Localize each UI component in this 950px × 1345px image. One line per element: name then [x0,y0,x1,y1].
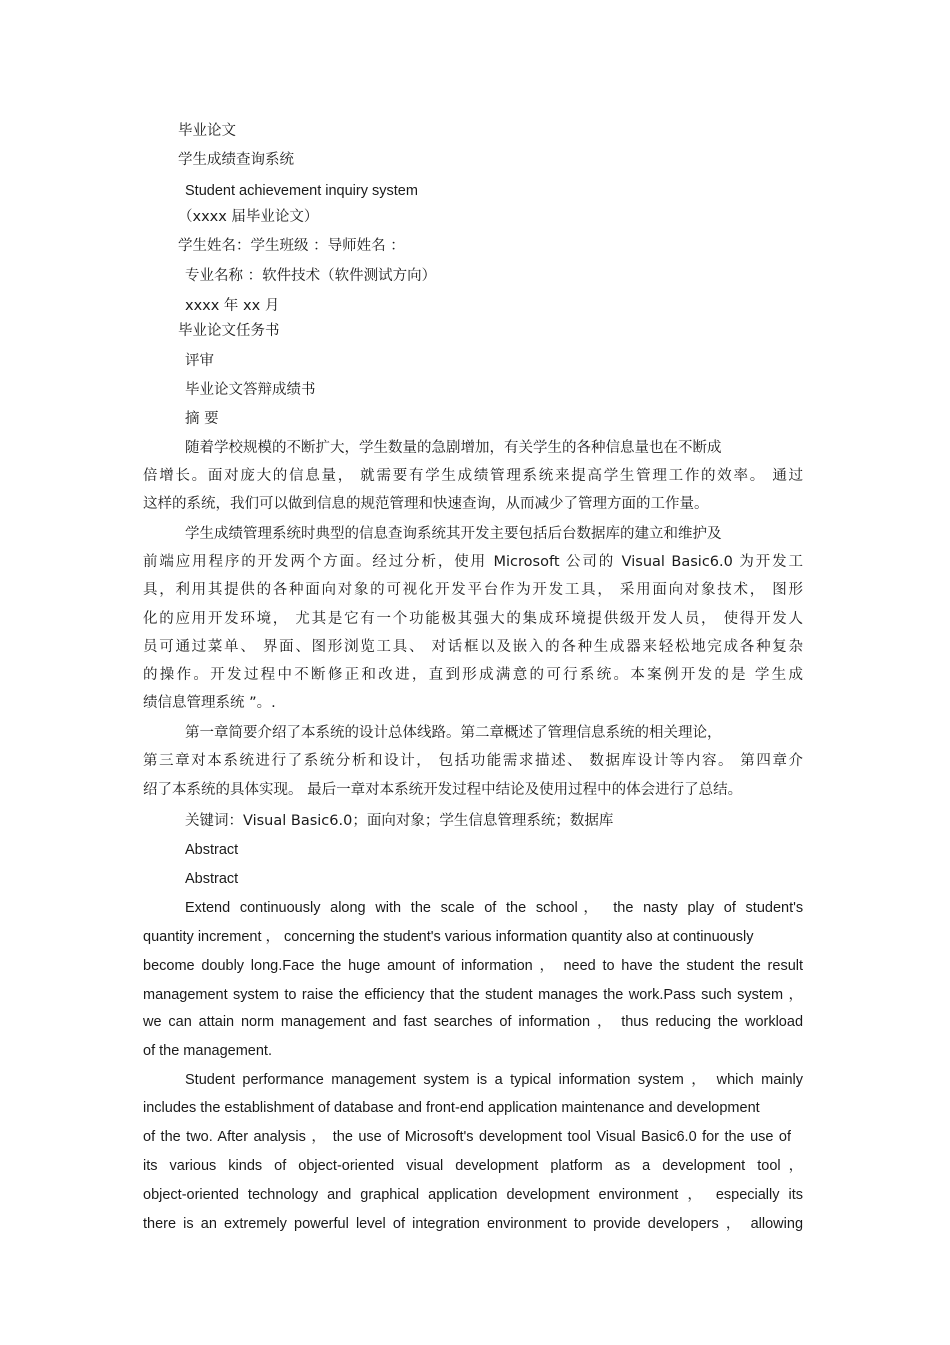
abstract-cn-p3-line3: 绍了本系统的具体实现。 最后一章对本系统开发过程中结论及使用过程中的体会进行了总结。 [143,782,743,798]
word: the [505,900,527,916]
abstract-en-p1-line6: of the management. [143,1043,272,1059]
text-segment: 包括功能需求描述、 [438,753,584,769]
text-segment: 使得开发人 [723,611,803,627]
abstract-en-p2-line4 [143,1156,803,1176]
abstract-cn-p2-line6 [143,665,803,685]
abstract-en-p2-line5 [143,1185,803,1205]
abstract-cn-p3-line1: 第一章简要介绍了本系统的设计总体线路。第二章概述了管理信息系统的相关理论， [185,725,722,741]
title-thesis: 毕业论文 [178,123,236,139]
text-segment: 图形 [772,582,803,598]
text-segment: ， [687,1187,707,1203]
text-segment: we can attain norm management and fast searches of information [143,1014,591,1030]
text-segment: ， [691,1072,710,1088]
defense-score-heading: 毕业论文答辩成绩书 [185,382,316,398]
text-segment: 具，利用其提供的各种面向对象的可视化开发平台作为开发工具， [143,582,614,598]
word: object-oriented [298,1158,395,1174]
abstract-en-p1-line3 [143,956,803,976]
word: the [613,900,634,916]
abstract-cn-p3-line2 [143,751,803,771]
student-info: 学生姓名：学生班级 ：导师姓名 ： [178,238,405,254]
text-segment: 通过 [772,468,803,484]
text-segment: 化的应用开发环境， [143,611,290,627]
abstract-cn-p1-line2 [143,466,803,486]
word: of [723,900,736,916]
word: various [169,1158,217,1174]
abstract-en-p2-line1 [185,1070,803,1090]
text-segment: Visual Basic6.0 为开发工 [621,554,803,570]
word: its [143,1158,158,1174]
text-segment: object-oriented technology and graphical application development environment [143,1187,679,1203]
word: kinds [228,1158,263,1174]
abstract-cn-p1-line3: 这样的系统，我们可以做到信息的规范管理和快速查询，从而减少了管理方面的工作量。 [143,496,709,512]
text-segment: ， [539,958,557,974]
word: along [330,900,366,916]
system-title-cn: 学生成绩查询系统 [178,152,294,168]
abstract-cn-p2-line1: 学生成绩管理系统时典型的信息查询系统其开发主要包括后台数据库的建立和维护及 [185,526,722,542]
text-segment: 采用面向对象技术， [619,582,766,598]
text-segment: 前端应用程序的开发两个方面。经过分析，使用 [143,554,488,570]
abstract-en-heading-2: Abstract [185,871,239,887]
text-segment: allowing [750,1216,803,1232]
word: student's [745,900,803,916]
abstract-en-p1-line1 [185,898,803,918]
abstract-cn-heading: 摘 要 [185,411,219,427]
thesis-year-note: （xxxx 届毕业论文） [178,209,319,225]
abstract-cn-p1-line1: 随着学校规模的不断扩大，学生数量的急剧增加，有关学生的各种信息量也在不断成 [185,440,722,456]
word: platform [550,1158,603,1174]
text-segment: become doubly long.Face the huge amount of information [143,958,533,974]
abstract-cn-p2-line2 [143,552,803,572]
abstract-en-p1-line5 [143,1012,803,1032]
word: development [455,1158,539,1174]
word: as [614,1158,631,1174]
text-segment: 学生成 [754,667,803,683]
word: play [687,900,715,916]
text-segment: especially its [715,1187,803,1203]
text-segment: management system to raise the efficiency that the student manages the work.Pass such system [143,987,784,1003]
text-segment: 界面、图形浏览工具、 [262,639,426,655]
major-name: 专业名称 ：软件技术（软件测试方向） [185,268,437,284]
text-segment: 的操作。开发过程中不断修正和改进，直到形成满意的可行系统。本案例开发的是 [143,667,748,683]
word: visual [406,1158,444,1174]
word: school， [535,900,604,916]
keywords: 关键词：Visual Basic6.0；面向对象；学生信息管理系统；数据库 [185,813,614,829]
text-segment: ， [596,1014,615,1030]
abstract-en-p2-line6 [143,1214,803,1234]
text-segment: 第三章对本系统进行了系统分析和设计， [143,753,433,769]
text-segment: 员可通过菜单、 [143,639,257,655]
text-segment: 倍增长。面对庞大的信息量， [143,468,354,484]
text-segment: Student performance management system is a typical information system [185,1072,684,1088]
word: scale [440,900,475,916]
text-segment: 数据库设计等内容。 [589,753,735,769]
text-segment: need to have the student the result [563,958,803,974]
abstract-en-p2-line2: includes the establishment of database and front-end application maintenance and development [143,1100,760,1116]
text-segment: there is an extremely powerful level of integration environment to provide developers [143,1216,719,1232]
text-segment: 第四章介 [740,753,803,769]
abstract-cn-p2-line4 [143,609,803,629]
word: development [662,1158,746,1174]
word: tool， [757,1158,803,1174]
text-segment: 对话框以及嵌入的各种生成器来轻松地完成各种复杂 [431,639,803,655]
text-segment: ， [725,1216,744,1232]
word: a [642,1158,651,1174]
abstract-cn-p2-line5 [143,637,803,657]
text-segment: of the two. After analysis ， [143,1129,328,1145]
text-segment: which mainly [716,1072,803,1088]
word: with [375,900,402,916]
abstract-en-p2-line3 [143,1127,791,1147]
text-segment: Microsoft 公司的 [493,554,616,570]
word: of [484,900,497,916]
word: nasty [643,900,678,916]
text-segment: ， [788,987,803,1003]
text-segment: 尤其是它有一个功能极其强大的集成环境提供级开发人员， [295,611,718,627]
task-book-heading: 毕业论文任务书 [178,323,280,339]
abstract-en-p1-line2: quantity increment ， concerning the student's various information quantity also at continuously [143,929,754,945]
abstract-en-heading-1: Abstract [185,842,239,858]
abstract-cn-p2-line3 [143,580,803,600]
word: the [410,900,431,916]
text-segment: thus reducing the workload [621,1014,803,1030]
text-segment: the use of Microsoft's development tool Visual Basic6.0 for the use of [332,1129,791,1145]
text-segment: 就需要有学生成绩管理系统来提高学生管理工作的效率。 [360,468,766,484]
system-title-en: Student achievement inquiry system [185,183,418,199]
word: continuously [239,900,321,916]
review-heading: 评审 [185,353,214,369]
date-line: xxxx 年 xx 月 [185,298,280,314]
word: Extend [185,900,231,916]
abstract-cn-p2-line7: 绩信息管理系统 ”。. [143,695,276,711]
word: of [274,1158,287,1174]
abstract-en-p1-line4 [143,985,803,1005]
